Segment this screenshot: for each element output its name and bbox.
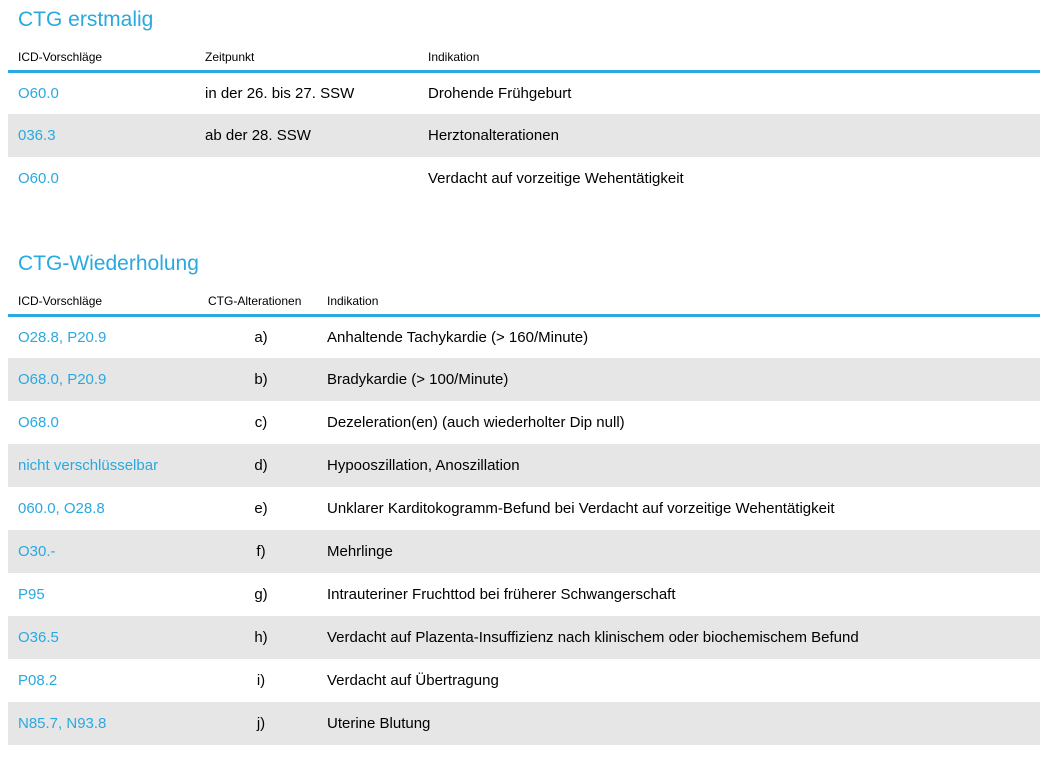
alteration-cell: j) xyxy=(256,715,266,732)
table-row xyxy=(8,114,1040,157)
alteration-cell: c) xyxy=(254,414,268,431)
section-ctg-wiederholung xyxy=(8,200,1040,745)
icd-code-cell xyxy=(8,702,205,745)
zeitpunkt-cell xyxy=(205,157,420,200)
page xyxy=(8,0,1040,745)
table-row xyxy=(8,573,1040,616)
column-header-indikation: Indikation xyxy=(420,32,1040,71)
icd-code-link[interactable]: O28.8, P20.9 xyxy=(18,328,107,346)
icd-code-cell xyxy=(8,530,205,573)
icd-code-link[interactable]: N85.7, N93.8 xyxy=(18,715,107,732)
icd-code-link[interactable]: 036.3 xyxy=(18,127,56,144)
icd-code-link[interactable]: O60.0 xyxy=(18,170,59,187)
icd-code-link[interactable]: P08.2 xyxy=(18,672,58,689)
alteration-cell: a) xyxy=(254,328,268,346)
icd-code-cell xyxy=(8,114,205,157)
ctg-wiederholung-table xyxy=(8,276,1040,745)
icd-code-link[interactable]: P95 xyxy=(18,586,45,603)
icd-code-cell xyxy=(8,315,205,358)
indikation-cell: Anhaltende Tachykardie (> 160/Minute) xyxy=(327,328,589,346)
icd-code-link[interactable]: O30.- xyxy=(18,543,56,560)
column-header-zeitpunkt: Zeitpunkt xyxy=(205,32,420,71)
indikation-cell: Mehrlinge xyxy=(327,543,393,560)
column-header-ctg-alterationen: CTG-Alterationen xyxy=(205,276,317,315)
icd-code-cell xyxy=(8,401,205,444)
alteration-cell: h) xyxy=(254,629,268,646)
table-row xyxy=(8,315,1040,358)
ctg-erstmalig-table xyxy=(8,32,1040,200)
icd-code-link[interactable]: O60.0 xyxy=(18,84,59,102)
icd-code-cell xyxy=(8,659,205,702)
icd-code-cell xyxy=(8,444,205,487)
section-title-ctg-erstmalig: CTG erstmalig xyxy=(18,8,154,31)
indikation-cell: Hypooszillation, Anoszillation xyxy=(327,457,520,474)
table-header-row xyxy=(8,276,1040,315)
icd-code-cell xyxy=(8,573,205,616)
icd-code-link[interactable]: O36.5 xyxy=(18,629,59,646)
section-title-ctg-wiederholung: CTG-Wiederholung xyxy=(18,252,199,275)
icd-code-link[interactable]: O68.0 xyxy=(18,414,59,431)
indikation-cell: Verdacht auf vorzeitige Wehentätigkeit xyxy=(428,170,684,187)
alteration-cell: b) xyxy=(254,371,268,388)
icd-code-cell xyxy=(8,616,205,659)
indikation-cell: Dezeleration(en) (auch wiederholter Dip null) xyxy=(327,414,625,431)
indikation-cell: Intrauteriner Fruchttod bei früherer Schwangerschaft xyxy=(327,586,676,603)
table-row xyxy=(8,659,1040,702)
indikation-cell: Verdacht auf Übertragung xyxy=(327,672,499,689)
icd-code-link[interactable]: 060.0, O28.8 xyxy=(18,500,105,517)
table-row xyxy=(8,530,1040,573)
column-header-indikation: Indikation xyxy=(317,276,1040,315)
icd-code-cell xyxy=(8,157,205,200)
alteration-cell: i) xyxy=(256,672,266,689)
table-row xyxy=(8,487,1040,530)
indikation-cell: Herztonalterationen xyxy=(428,127,559,144)
icd-code-cell xyxy=(8,487,205,530)
table-row xyxy=(8,444,1040,487)
icd-code-link[interactable]: nicht verschlüsselbar xyxy=(18,457,159,474)
table-row xyxy=(8,157,1040,200)
table-row xyxy=(8,358,1040,401)
zeitpunkt-cell: ab der 28. SSW xyxy=(205,127,311,144)
table-row xyxy=(8,71,1040,114)
table-row xyxy=(8,616,1040,659)
indikation-cell: Uterine Blutung xyxy=(327,715,431,732)
column-header-icd-vorschlaege: ICD-Vorschläge xyxy=(8,32,205,71)
alteration-cell: d) xyxy=(254,457,268,474)
zeitpunkt-cell: in der 26. bis 27. SSW xyxy=(205,84,355,102)
indikation-cell: Unklarer Karditokogramm-Befund bei Verdacht auf vorzeitige Wehentätigkeit xyxy=(327,500,835,517)
indikation-cell: Bradykardie (> 100/Minute) xyxy=(327,371,509,388)
alteration-cell: g) xyxy=(254,586,268,603)
section-ctg-erstmalig xyxy=(8,0,1040,200)
alteration-cell: e) xyxy=(254,500,268,517)
alteration-cell: f) xyxy=(256,543,266,560)
icd-code-cell xyxy=(8,71,205,114)
icd-code-cell xyxy=(8,358,205,401)
table-row xyxy=(8,702,1040,745)
column-header-icd-vorschlaege: ICD-Vorschläge xyxy=(8,276,205,315)
indikation-cell: Verdacht auf Plazenta-Insuffizienz nach klinischem oder biochemischem Befund xyxy=(327,629,859,646)
indikation-cell: Drohende Frühgeburt xyxy=(428,84,572,102)
table-header-row xyxy=(8,32,1040,71)
icd-code-link[interactable]: O68.0, P20.9 xyxy=(18,371,107,388)
table-row xyxy=(8,401,1040,444)
